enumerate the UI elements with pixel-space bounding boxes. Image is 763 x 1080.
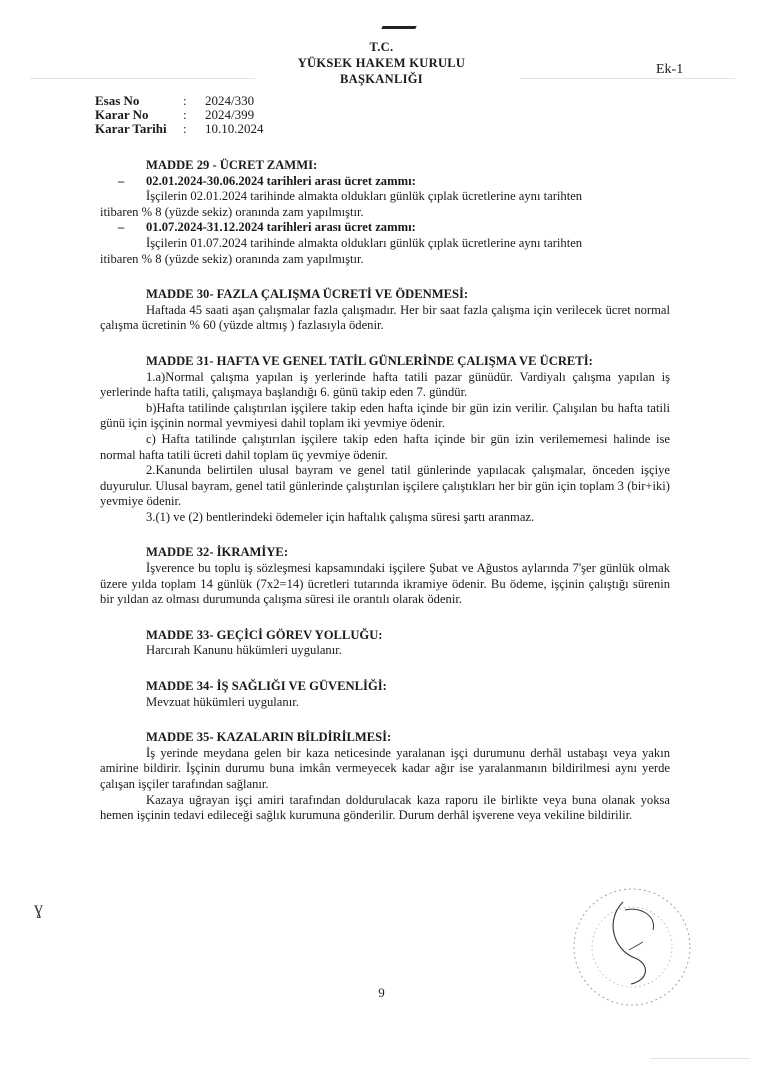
scan-line [520,78,735,79]
header-presidency: BAŞKANLIĞI [340,72,423,86]
scan-line [30,78,255,79]
article-35-paragraph-1: İş yerinde meydana gelen bir kaza neticesinde yaralanan işçi durumunu derhâl ustabaşı veya yakın amirine bildirir. İşçinin durumu buna imkân vermeyecek kadar ağır ise yaralanmanın bildirilmesi aynı yerde çalışan işçiler tarafından sağlanır. [100,745,670,791]
meta-value: 2024/399 [205,107,255,123]
case-meta [95,94,264,137]
meta-value: 10.10.2024 [205,121,264,137]
article-30-paragraph: Haftada 45 saati aşan çalışmalar fazla çalışmadır. Her bir saat fazla çalışma için verilecek ücret normal çalışma ücretinin % 60 (yüzde altmış ) fazlasıyla ödenir. [100,302,670,333]
article-34-paragraph: Mevzuat hükümleri uygulanır. [146,694,299,709]
header-institution: YÜKSEK HAKEM KURULU [297,56,466,70]
article-29-heading: MADDE 29 - ÜCRET ZAMMI: [146,158,318,172]
meta-key: Esas No [95,93,140,108]
page-number: 9 [378,985,385,1000]
article-32-heading: MADDE 32- İKRAMİYE: [146,545,289,560]
article-29-paragraph-1b: itibaren % 8 (yüzde sekiz) oranında zam yapılmıştır. [100,204,364,219]
article-33-heading: MADDE 33- GEÇİCİ GÖREV YOLLUĞU: [146,627,383,642]
article-31-heading: MADDE 31- HAFTA VE GENEL TATİL GÜNLERİNDE ÇALIŞMA VE ÜCRETİ: [146,353,593,368]
meta-value: 2024/330 [205,93,255,108]
article-29-subheading-1: – 02.01.2024-30.06.2024 tarihleri arası ücret zammı: [100,174,670,190]
article-35-heading: MADDE 35- KAZALARIN BİLDİRİLMESİ: [146,730,392,745]
header-tc: T.C. [369,40,394,54]
article-33-paragraph: Harcırah Kanunu hükümleri uygulanır. [146,643,342,658]
article-30-heading: MADDE 30- FAZLA ÇALIŞMA ÜCRETİ VE ÖDENMESİ: [146,287,469,302]
document-body [100,158,670,824]
meta-row-esas [95,94,264,108]
article-29-subheading-2: – 01.07.2024-31.12.2024 tarihleri arası ücret zammı: [100,220,670,236]
meta-key: Karar Tarihi [95,121,167,137]
article-29-paragraph-2b: itibaren % 8 (yüzde sekiz) oranında zam yapılmıştır. [100,251,364,266]
article-35-paragraph-2: Kazaya uğrayan işçi amiri tarafından doldurulacak kaza raporu ile birlikte veya buna olanak yoksa hemen işçinin tedavi edileceği sağlık kurumuna gönderilir. Durum derhâl işverene veya vekiline bildirilir. [100,792,670,823]
article-31-paragraph-3: c) Hafta tatilinde çalıştırılan işçilere takip eden hafta içinde bir gün izin verilememesi halinde ise normal hafta tatili ücreti dahil toplam üç yevmiye ödenir. [100,431,670,462]
header-mark [381,26,416,29]
article-32-paragraph: İşverence bu toplu iş sözleşmesi kapsamındaki işçilere Şubat ve Ağustos aylarında 7'şer günlük olmak üzere yılda toplam 14 günlük (7x2=14) ücretleri tutarında ikramiye ödenir. Bu ödeme, işçinin çalıştığı sürenin bir yıldan az olması durumunda çalışma süresi ile orantılı olarak ödenir. [100,561,670,607]
article-31-paragraph-1: 1.a)Normal çalışma yapılan iş yerlerinde hafta tatili pazar günüdür. Vardiyalı çalışma yapılan iş yerlerinde hafta tatili, çalışmaya başlandığı 6. günü takip eden 7. gündür. [100,369,670,400]
article-29-paragraph-1a: İşçilerin 02.01.2024 tarihinde almakta oldukları günlük çıplak ücretlerine aynı tarihten [146,189,583,204]
meta-colon: : [183,121,187,137]
annex-label: Ek-1 [656,62,684,77]
meta-colon: : [183,93,187,108]
article-31-paragraph-4: 2.Kanunda belirtilen ulusal bayram ve genel tatil günlerinde yapılacak çalışmalar, önceden işçiye duyurulur. Ulusal bayram, genel tatil günlerinde çalıştırılan işçilere çalıştıkları her bir gün için toplam 3 (bir+iki) yevmiye ödenir. [100,463,670,509]
article-31-paragraph-2: b)Hafta tatilinde çalıştırılan işçilere takip eden hafta içinde bir gün izin verilir. Çalışılan bu hafta tatili günü için işçinin normal yevmiyesi dahil toplam iki yevmiye ödenir. [100,400,670,431]
article-29-paragraph-2a: İşçilerin 01.07.2024 tarihinde almakta oldukları günlük çıplak ücretlerine aynı tarihten [146,235,583,250]
meta-row-karar [95,108,264,122]
meta-key: Karar No [95,107,149,123]
scan-line [650,1058,750,1059]
margin-handwriting-mark: ɣ [34,898,43,918]
meta-colon: : [183,107,187,123]
article-31-paragraph-5: 3.(1) ve (2) bentlerindeki ödemeler için haftalık çalışma süresi şartı aranmaz. [146,509,535,524]
meta-row-tarih [95,122,264,136]
article-34-heading: MADDE 34- İŞ SAĞLIĞI VE GÜVENLİĞİ: [146,679,387,694]
